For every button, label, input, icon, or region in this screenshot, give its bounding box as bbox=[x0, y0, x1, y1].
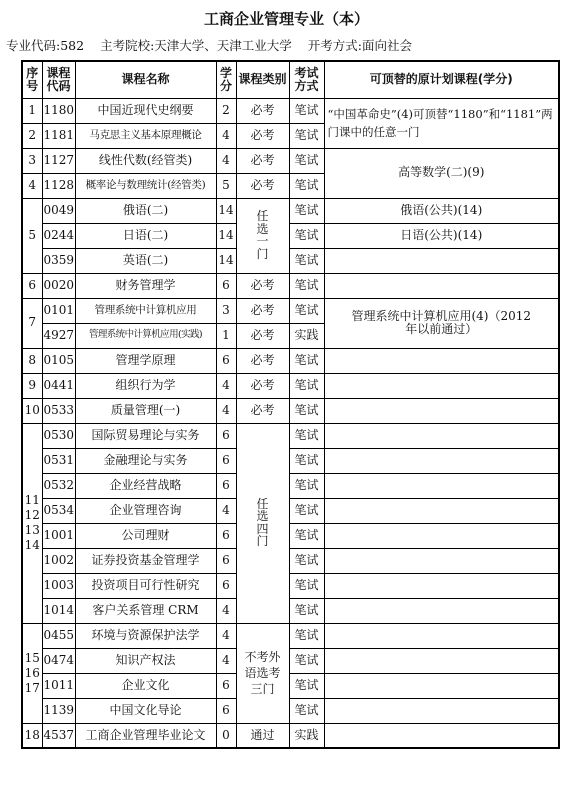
cell-credit: 14 bbox=[216, 223, 236, 248]
cell-code: 0530 bbox=[42, 423, 75, 448]
cell-code: 1002 bbox=[42, 548, 75, 573]
seq-number: 14 bbox=[24, 538, 40, 552]
cell-name: 工商企业管理毕业论文 bbox=[75, 723, 216, 748]
table-row bbox=[22, 223, 559, 248]
cell-code: 0049 bbox=[42, 198, 75, 223]
cell-replace bbox=[324, 273, 559, 298]
cell-code: 0244 bbox=[42, 223, 75, 248]
table-row bbox=[22, 673, 559, 698]
cell-code: 0455 bbox=[42, 623, 75, 648]
table-row bbox=[22, 523, 559, 548]
table-row bbox=[22, 248, 559, 273]
cell-exam: 笔试 bbox=[289, 373, 324, 398]
cell-name: 线性代数(经管类) bbox=[75, 148, 216, 173]
cell-replace: 俄语(公共)(14) bbox=[324, 198, 559, 223]
cell-code: 0105 bbox=[42, 348, 75, 373]
cell-replace bbox=[324, 548, 559, 573]
sponsor-schools: 主考院校:天津大学、天津工业大学 bbox=[100, 38, 292, 53]
cell-type-text: 任选四门 bbox=[256, 496, 269, 549]
cell-credit: 4 bbox=[216, 623, 236, 648]
cell-type: 必考 bbox=[236, 373, 289, 398]
cell-seq: 2 bbox=[22, 123, 42, 148]
cell-credit: 6 bbox=[216, 573, 236, 598]
course-table bbox=[21, 60, 560, 749]
cell-seq: 3 bbox=[22, 148, 42, 173]
cell-replace: 管理系统中计算机应用(4)（2012 年以前通过） bbox=[324, 298, 559, 348]
program-info bbox=[6, 36, 424, 54]
cell-code: 4537 bbox=[42, 723, 75, 748]
cell-exam: 笔试 bbox=[289, 598, 324, 623]
cell-name: 管理系统中计算机应用 bbox=[75, 298, 216, 323]
program-code: 专业代码:582 bbox=[6, 38, 85, 53]
cell-name: 公司理财 bbox=[75, 523, 216, 548]
cell-code: 0474 bbox=[42, 648, 75, 673]
cell-credit: 6 bbox=[216, 473, 236, 498]
cell-exam: 笔试 bbox=[289, 448, 324, 473]
cell-seq: 8 bbox=[22, 348, 42, 373]
cell-name: 质量管理(一) bbox=[75, 398, 216, 423]
cell-name: 金融理论与实务 bbox=[75, 448, 216, 473]
cell-exam: 笔试 bbox=[289, 148, 324, 173]
table-row bbox=[22, 148, 559, 173]
cell-exam: 笔试 bbox=[289, 573, 324, 598]
cell-name: 环境与资源保护法学 bbox=[75, 623, 216, 648]
cell-type bbox=[236, 198, 289, 273]
table-row bbox=[22, 98, 559, 123]
table-row bbox=[22, 473, 559, 498]
header-code: 课程代码 bbox=[42, 61, 75, 98]
cell-seq: 4 bbox=[22, 173, 42, 198]
seq-number: 15 bbox=[24, 650, 40, 665]
cell-type: 必考 bbox=[236, 148, 289, 173]
header-replace: 可顶替的原计划课程(学分) bbox=[324, 61, 559, 98]
cell-exam: 笔试 bbox=[289, 473, 324, 498]
table-row bbox=[22, 423, 559, 448]
cell-name: 知识产权法 bbox=[75, 648, 216, 673]
page-title: 工商企业管理专业（本） bbox=[203, 10, 369, 28]
table-row bbox=[22, 548, 559, 573]
cell-credit: 6 bbox=[216, 673, 236, 698]
cell-type: 必考 bbox=[236, 173, 289, 198]
table-row bbox=[22, 398, 559, 423]
cell-credit: 0 bbox=[216, 723, 236, 748]
cell-replace bbox=[324, 723, 559, 748]
cell-name: 财务管理学 bbox=[75, 273, 216, 298]
header-type: 课程类别 bbox=[236, 61, 289, 98]
cell-type: 必考 bbox=[236, 98, 289, 123]
cell-credit: 6 bbox=[216, 698, 236, 723]
cell-exam: 笔试 bbox=[289, 273, 324, 298]
table-header-row bbox=[22, 61, 559, 98]
cell-exam: 笔试 bbox=[289, 548, 324, 573]
cell-type-text: 任选一门 bbox=[256, 209, 269, 261]
cell-exam: 笔试 bbox=[289, 648, 324, 673]
cell-name: 日语(二) bbox=[75, 223, 216, 248]
cell-seq: 10 bbox=[22, 398, 42, 423]
cell-name: 管理系统中计算机应用(实践) bbox=[75, 323, 216, 348]
cell-exam: 笔试 bbox=[289, 123, 324, 148]
seq-number: 12 bbox=[24, 508, 40, 522]
cell-exam: 笔试 bbox=[289, 223, 324, 248]
cell-exam: 实践 bbox=[289, 723, 324, 748]
cell-name: 客户关系管理 CRM bbox=[75, 598, 216, 623]
table-row bbox=[22, 723, 559, 748]
cell-name: 组织行为学 bbox=[75, 373, 216, 398]
cell-name: 管理学原理 bbox=[75, 348, 216, 373]
table-row bbox=[22, 498, 559, 523]
cell-credit: 4 bbox=[216, 498, 236, 523]
cell-replace bbox=[324, 348, 559, 373]
cell-credit: 1 bbox=[216, 323, 236, 348]
cell-credit: 3 bbox=[216, 298, 236, 323]
cell-credit: 14 bbox=[216, 198, 236, 223]
cell-name: 投资项目可行性研究 bbox=[75, 573, 216, 598]
cell-credit: 6 bbox=[216, 423, 236, 448]
cell-code: 0532 bbox=[42, 473, 75, 498]
cell-replace: 日语(公共)(14) bbox=[324, 223, 559, 248]
header-seq: 序号 bbox=[22, 61, 42, 98]
cell-credit: 6 bbox=[216, 348, 236, 373]
cell-credit: 6 bbox=[216, 448, 236, 473]
cell-code: 1014 bbox=[42, 598, 75, 623]
cell-replace: “中国革命史”(4)可顶替“1180”和“1181”两门课中的任意一门 bbox=[324, 98, 559, 148]
cell-type: 通过 bbox=[236, 723, 289, 748]
cell-credit: 5 bbox=[216, 173, 236, 198]
cell-exam: 笔试 bbox=[289, 523, 324, 548]
cell-exam: 笔试 bbox=[289, 348, 324, 373]
cell-replace bbox=[324, 473, 559, 498]
table-row bbox=[22, 373, 559, 398]
seq-stack bbox=[25, 493, 40, 553]
table-row bbox=[22, 448, 559, 473]
cell-code: 1127 bbox=[42, 148, 75, 173]
cell-exam: 笔试 bbox=[289, 198, 324, 223]
cell-code: 1181 bbox=[42, 123, 75, 148]
table-row bbox=[22, 273, 559, 298]
seq-number: 11 bbox=[24, 493, 40, 507]
cell-exam: 笔试 bbox=[289, 98, 324, 123]
header-credit: 学分 bbox=[216, 61, 236, 98]
cell-name: 企业文化 bbox=[75, 673, 216, 698]
cell-exam: 笔试 bbox=[289, 423, 324, 448]
table-row bbox=[22, 648, 559, 673]
cell-code: 1001 bbox=[42, 523, 75, 548]
cell-type: 必考 bbox=[236, 123, 289, 148]
cell-replace bbox=[324, 373, 559, 398]
cell-code: 0020 bbox=[42, 273, 75, 298]
cell-seq: 6 bbox=[22, 273, 42, 298]
cell-seq bbox=[22, 423, 42, 623]
cell-replace bbox=[324, 623, 559, 648]
table-row bbox=[22, 348, 559, 373]
cell-name: 英语(二) bbox=[75, 248, 216, 273]
cell-replace bbox=[324, 498, 559, 523]
cell-replace bbox=[324, 673, 559, 698]
cell-credit: 4 bbox=[216, 648, 236, 673]
seq-number: 17 bbox=[24, 680, 40, 695]
cell-credit: 4 bbox=[216, 373, 236, 398]
cell-replace bbox=[324, 398, 559, 423]
cell-type: 必考 bbox=[236, 298, 289, 323]
cell-seq: 1 bbox=[22, 98, 42, 123]
cell-seq: 5 bbox=[22, 198, 42, 273]
table-row bbox=[22, 698, 559, 723]
cell-exam: 笔试 bbox=[289, 673, 324, 698]
cell-exam: 笔试 bbox=[289, 173, 324, 198]
cell-replace bbox=[324, 598, 559, 623]
table-row bbox=[22, 598, 559, 623]
cell-name: 俄语(二) bbox=[75, 198, 216, 223]
cell-credit: 4 bbox=[216, 123, 236, 148]
header-name: 课程名称 bbox=[75, 61, 216, 98]
cell-exam: 笔试 bbox=[289, 623, 324, 648]
table-row bbox=[22, 623, 559, 648]
cell-type: 必考 bbox=[236, 398, 289, 423]
cell-name: 中国文化导论 bbox=[75, 698, 216, 723]
cell-replace bbox=[324, 248, 559, 273]
exam-mode: 开考方式:面向社会 bbox=[307, 38, 412, 53]
cell-code: 0101 bbox=[42, 298, 75, 323]
cell-name: 概率论与数理统计(经管类) bbox=[75, 173, 216, 198]
cell-exam: 笔试 bbox=[289, 298, 324, 323]
seq-number: 16 bbox=[24, 665, 40, 680]
cell-exam: 笔试 bbox=[289, 248, 324, 273]
cell-credit: 4 bbox=[216, 398, 236, 423]
cell-credit: 4 bbox=[216, 148, 236, 173]
cell-code: 1139 bbox=[42, 698, 75, 723]
cell-exam: 笔试 bbox=[289, 698, 324, 723]
cell-code: 0533 bbox=[42, 398, 75, 423]
table-row bbox=[22, 298, 559, 323]
cell-name: 企业管理咨询 bbox=[75, 498, 216, 523]
cell-replace bbox=[324, 573, 559, 598]
cell-type bbox=[236, 423, 289, 623]
cell-credit: 14 bbox=[216, 248, 236, 273]
cell-replace bbox=[324, 523, 559, 548]
header-exam: 考试方式 bbox=[289, 61, 324, 98]
cell-replace bbox=[324, 698, 559, 723]
cell-credit: 6 bbox=[216, 523, 236, 548]
table-row bbox=[22, 573, 559, 598]
cell-credit: 6 bbox=[216, 548, 236, 573]
cell-replace: 高等数学(二)(9) bbox=[324, 148, 559, 198]
cell-type: 不考外语选考三门 bbox=[236, 623, 289, 723]
cell-type: 必考 bbox=[236, 348, 289, 373]
cell-code: 4927 bbox=[42, 323, 75, 348]
cell-exam: 实践 bbox=[289, 323, 324, 348]
cell-name: 企业经营战略 bbox=[75, 473, 216, 498]
cell-replace bbox=[324, 648, 559, 673]
cell-name: 国际贸易理论与实务 bbox=[75, 423, 216, 448]
seq-stack bbox=[25, 651, 40, 696]
cell-code: 1128 bbox=[42, 173, 75, 198]
cell-code: 0359 bbox=[42, 248, 75, 273]
cell-code: 1003 bbox=[42, 573, 75, 598]
cell-type: 必考 bbox=[236, 323, 289, 348]
cell-credit: 4 bbox=[216, 598, 236, 623]
cell-type: 必考 bbox=[236, 273, 289, 298]
cell-name: 证券投资基金管理学 bbox=[75, 548, 216, 573]
table-row bbox=[22, 198, 559, 223]
cell-name: 马克思主义基本原理概论 bbox=[75, 123, 216, 148]
cell-replace bbox=[324, 448, 559, 473]
cell-exam: 笔试 bbox=[289, 498, 324, 523]
cell-credit: 6 bbox=[216, 273, 236, 298]
cell-seq bbox=[22, 623, 42, 723]
cell-seq: 18 bbox=[22, 723, 42, 748]
cell-code: 1180 bbox=[42, 98, 75, 123]
cell-replace bbox=[324, 423, 559, 448]
cell-name: 中国近现代史纲要 bbox=[75, 98, 216, 123]
seq-number: 13 bbox=[24, 523, 40, 537]
cell-credit: 2 bbox=[216, 98, 236, 123]
cell-seq: 9 bbox=[22, 373, 42, 398]
cell-code: 0531 bbox=[42, 448, 75, 473]
cell-code: 0534 bbox=[42, 498, 75, 523]
cell-code: 1011 bbox=[42, 673, 75, 698]
cell-exam: 笔试 bbox=[289, 398, 324, 423]
cell-seq: 7 bbox=[22, 298, 42, 348]
cell-code: 0441 bbox=[42, 373, 75, 398]
